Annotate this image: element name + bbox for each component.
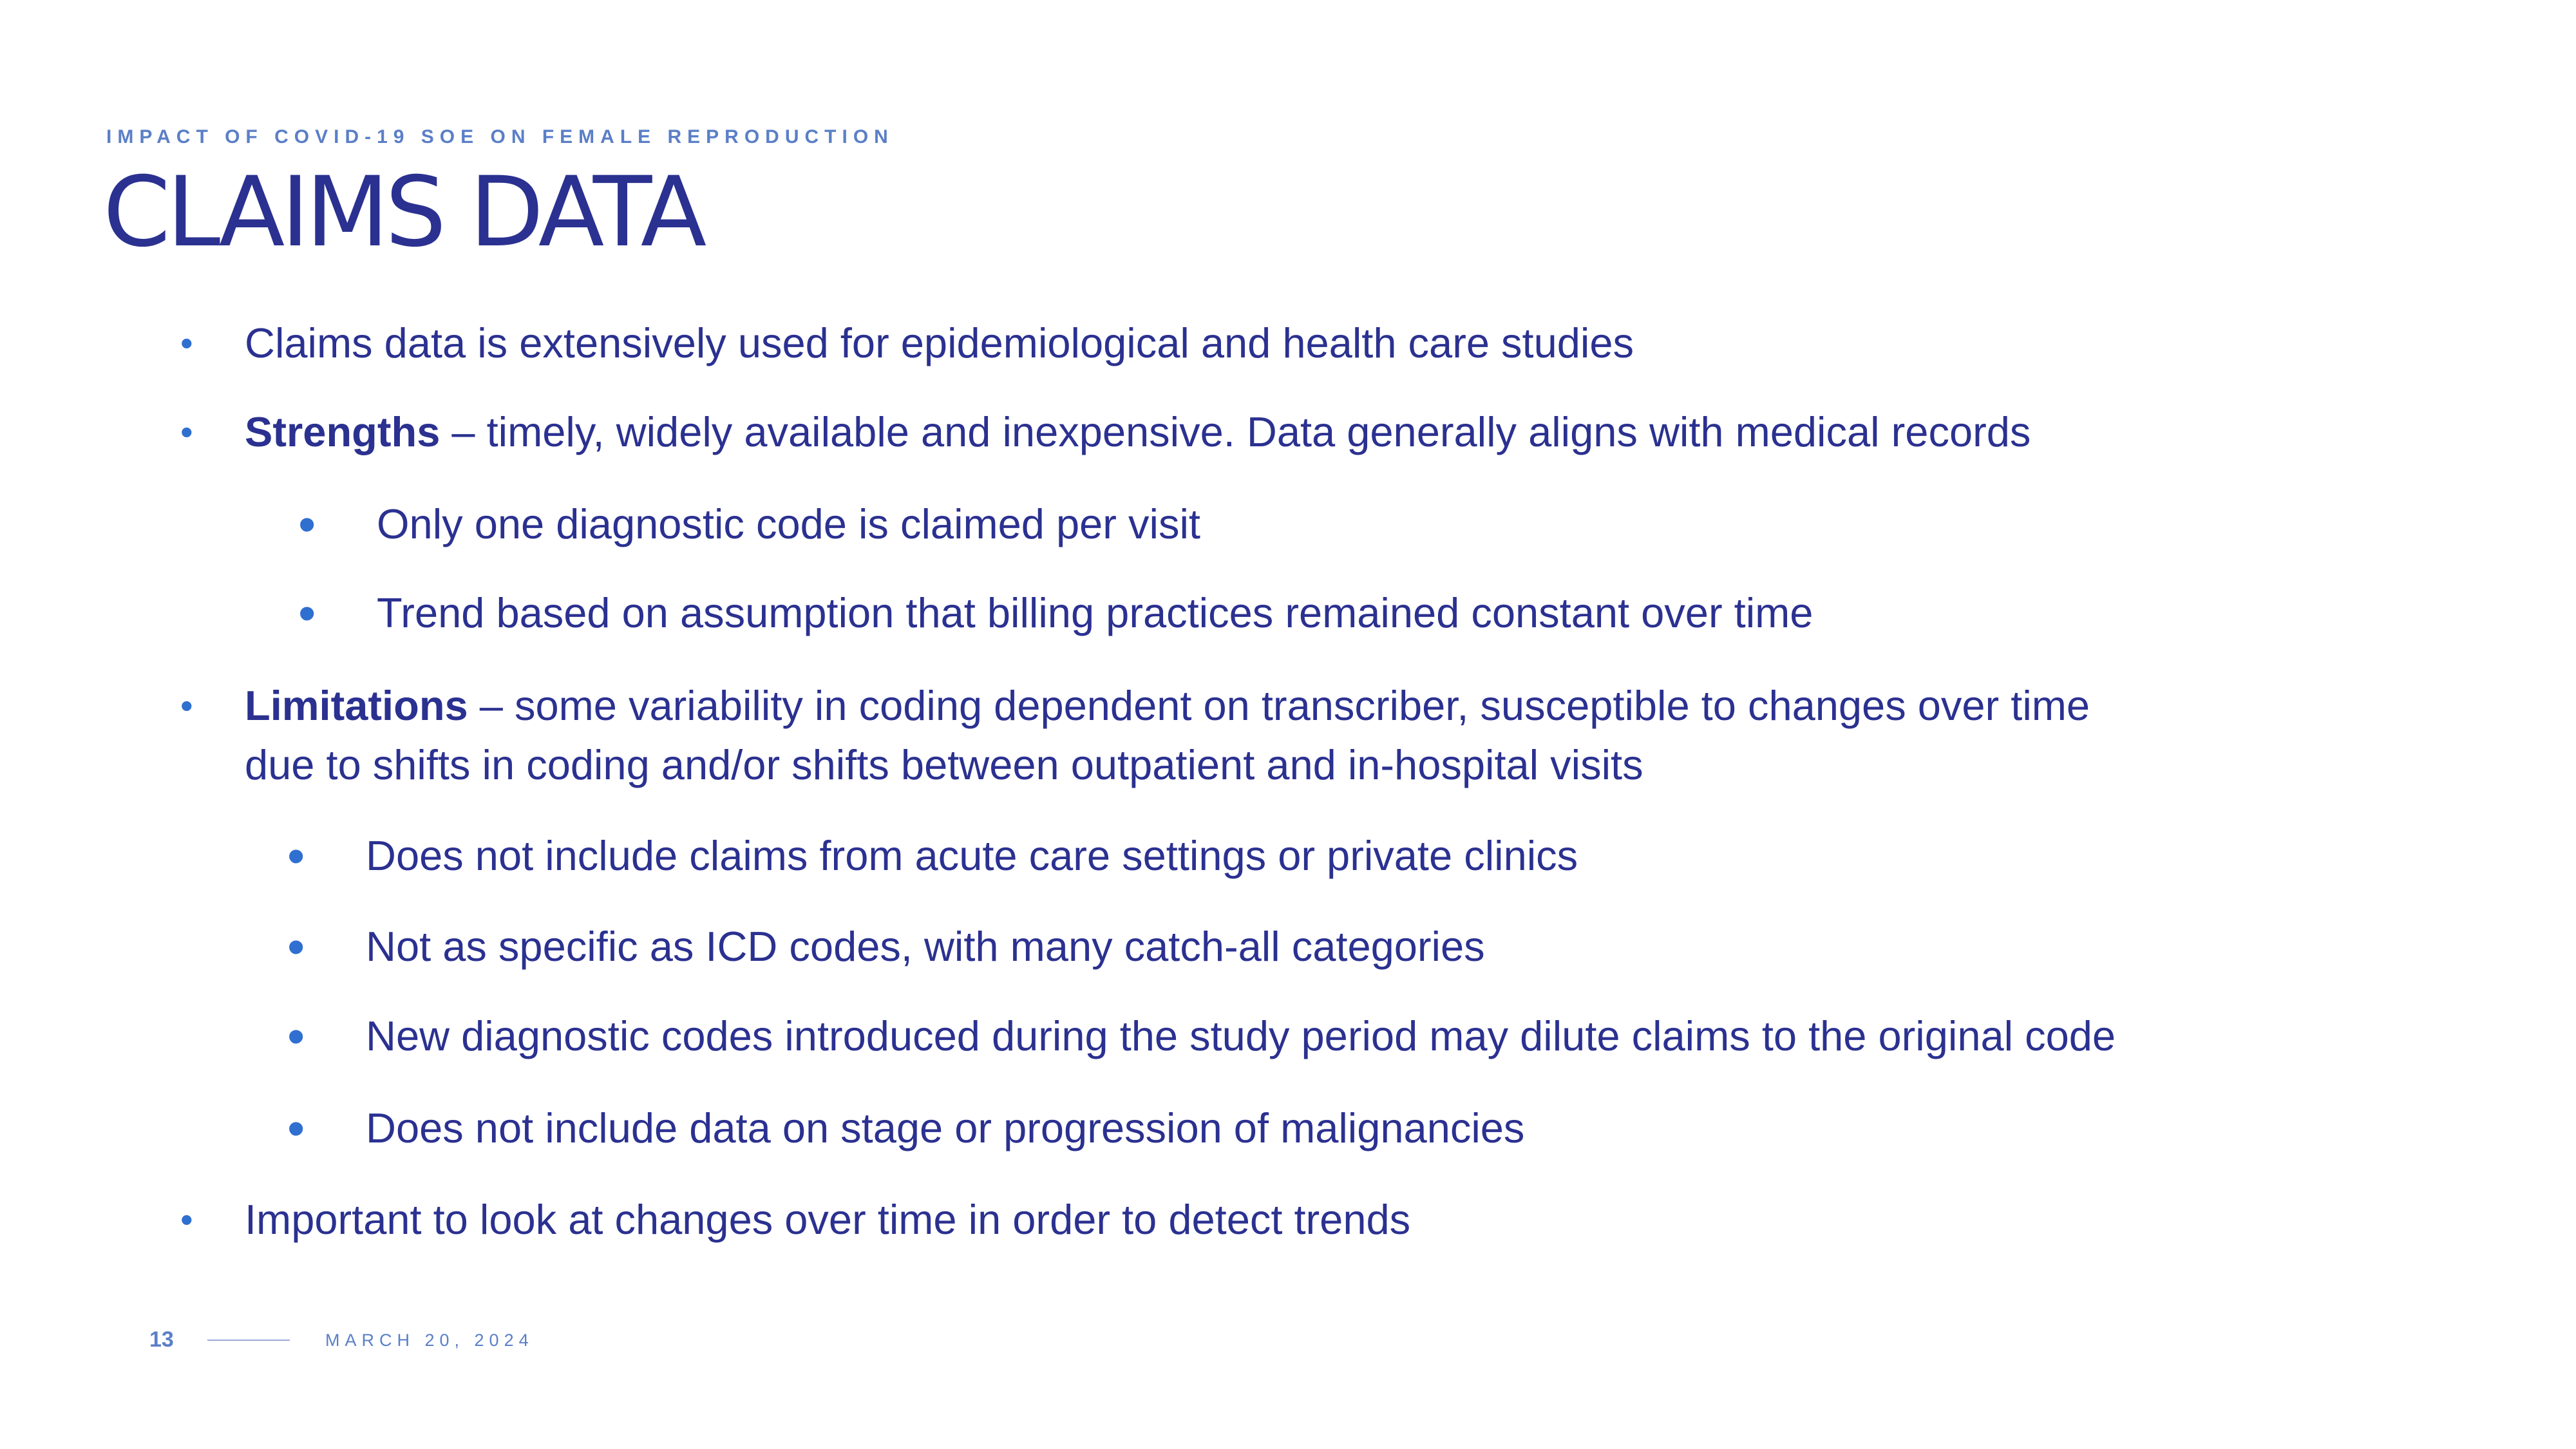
slide-kicker: IMPACT OF COVID-19 SOE ON FEMALE REPRODUCTION [106,126,894,147]
bullet-item [180,314,1634,373]
sub-bullet-item [287,917,1485,976]
bullet-rest-text: – timely, widely available and inexpensive. Data generally aligns with medical records [440,408,2031,455]
bullet-item [180,1190,1411,1249]
bullet-bold-label: Strengths [245,408,440,455]
sub-bullet-text: Does not include claims from acute care settings or private clinics [366,832,1578,879]
bullet-dot-icon: • [298,496,316,553]
sub-bullet-text: New diagnostic codes introduced during the study period may dilute claims to the original code [366,1012,2116,1059]
bullet-dot-icon: • [180,412,193,452]
sub-bullet-item [298,495,1200,554]
bullet-continuation-text: due to shifts in coding and/or shifts between outpatient and in-hospital visits [245,741,1643,788]
sub-bullet-item [298,583,1814,643]
bullet-dot-icon: • [180,1199,193,1240]
sub-bullet-text: Only one diagnostic code is claimed per visit [377,500,1200,547]
bullet-item-limitations [180,676,2090,795]
bullet-dot-icon: • [287,1100,305,1157]
sub-bullet-item [287,826,1578,886]
bullet-text: Claims data is extensively used for epidemiological and health care studies [245,319,1634,366]
bullet-item-strengths [180,402,2031,462]
bullet-dot-icon: • [180,323,193,363]
sub-bullet-item [287,1007,2116,1066]
footer-date: MARCH 20, 2024 [325,1331,534,1350]
bullet-bold-label: Limitations [245,682,468,729]
sub-bullet-text: Trend based on assumption that billing practices remained constant over time [377,589,1814,636]
bullet-dot-icon: • [287,828,305,884]
sub-bullet-text: Not as specific as ICD codes, with many catch-all categories [366,923,1485,970]
footer-divider [207,1340,290,1341]
bullet-dot-icon: • [180,685,193,726]
sub-bullet-item [287,1099,1525,1158]
bullet-text [245,682,2090,788]
sub-bullet-text: Does not include data on stage or progression of malignancies [366,1104,1525,1151]
bullet-dot-icon: • [298,585,316,641]
bullet-dot-icon: • [287,1008,305,1065]
bullet-rest-text: – some variability in coding dependent on transcriber, susceptible to changes over time [468,682,2090,729]
slide-title: CLAIMS DATA [103,156,703,269]
bullet-dot-icon: • [287,918,305,975]
bullet-text: Important to look at changes over time in order to detect trends [245,1196,1411,1243]
bullet-text [245,408,2031,455]
page-number: 13 [149,1327,174,1352]
